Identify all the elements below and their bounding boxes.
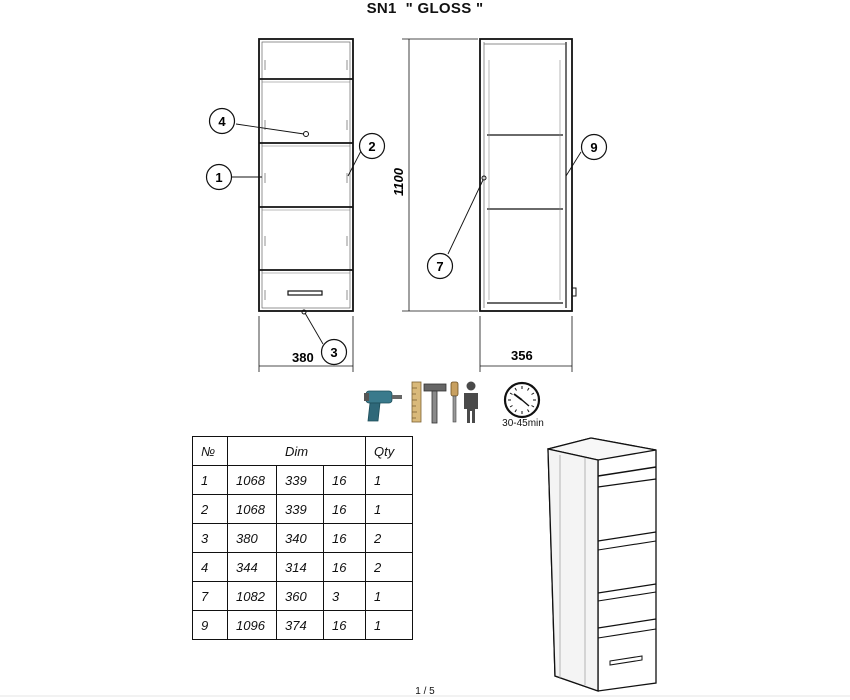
- callout-1: [207, 165, 232, 190]
- header-no: №: [193, 437, 228, 466]
- table-row: [193, 582, 413, 611]
- cell-no: 2: [193, 495, 228, 524]
- callout-3: [322, 340, 347, 365]
- callout-2: [360, 134, 385, 159]
- cell-no: 1: [193, 466, 228, 495]
- callout-7-label: 7: [436, 259, 444, 274]
- ruler-icon: [412, 382, 421, 422]
- cell-qty: 1: [366, 495, 413, 524]
- height-label: 1100: [391, 168, 406, 196]
- table-header-row: [193, 437, 413, 466]
- header-dim: Dim: [228, 437, 366, 466]
- table-body: [193, 466, 413, 640]
- cell-qty: 1: [366, 466, 413, 495]
- header-qty: Qty: [366, 437, 413, 466]
- cell-d1: 380: [228, 524, 277, 553]
- cell-d3: 16: [324, 611, 366, 640]
- table-row: [193, 524, 413, 553]
- page-title: SN1 " GLOSS ": [366, 0, 484, 17]
- cell-d1: 1096: [228, 611, 277, 640]
- cell-qty: 1: [366, 582, 413, 611]
- cell-d2: 339: [277, 495, 324, 524]
- cell-d2: 314: [277, 553, 324, 582]
- cell-d1: 344: [228, 553, 277, 582]
- clock-icon: [505, 383, 539, 417]
- cell-qty: 2: [366, 524, 413, 553]
- assembly-time-label: 30-45min: [502, 418, 544, 429]
- callout-9-label: 9: [590, 140, 598, 155]
- cell-no: 7: [193, 582, 228, 611]
- screwdriver-icon: [451, 382, 458, 422]
- cell-d2: 340: [277, 524, 324, 553]
- cell-d3: 16: [324, 524, 366, 553]
- cell-d3: 3: [324, 582, 366, 611]
- cell-qty: 2: [366, 553, 413, 582]
- cell-d3: 16: [324, 553, 366, 582]
- cell-d2: 374: [277, 611, 324, 640]
- cell-d3: 16: [324, 466, 366, 495]
- cell-d2: 339: [277, 466, 324, 495]
- cell-d1: 1068: [228, 466, 277, 495]
- table-row: [193, 495, 413, 524]
- callout-9: [582, 135, 607, 160]
- table-row: [193, 611, 413, 640]
- front-width-label: 380: [292, 350, 314, 365]
- side-view: [402, 39, 576, 372]
- callout-1-label: 1: [215, 170, 223, 185]
- cell-d3: 16: [324, 495, 366, 524]
- hammer-icon: [424, 384, 446, 423]
- cell-d1: 1068: [228, 495, 277, 524]
- cell-d1: 1082: [228, 582, 277, 611]
- cell-no: 9: [193, 611, 228, 640]
- drill-icon: [364, 391, 402, 421]
- cabinet-3d-view: [548, 438, 656, 691]
- front-view: [259, 39, 353, 372]
- page-number: 1 / 5: [415, 686, 435, 697]
- cell-qty: 1: [366, 611, 413, 640]
- callout-3-label: 3: [330, 345, 338, 360]
- cell-no: 3: [193, 524, 228, 553]
- cell-no: 4: [193, 553, 228, 582]
- cell-d2: 360: [277, 582, 324, 611]
- parts-table: [192, 436, 413, 640]
- callout-2-label: 2: [368, 139, 376, 154]
- callout-7: [428, 254, 453, 279]
- table-row: [193, 553, 413, 582]
- person-icon: [464, 382, 478, 424]
- table-row: [193, 466, 413, 495]
- callout-4-label: 4: [218, 114, 226, 129]
- callout-4: [210, 109, 235, 134]
- side-depth-label: 356: [511, 348, 533, 363]
